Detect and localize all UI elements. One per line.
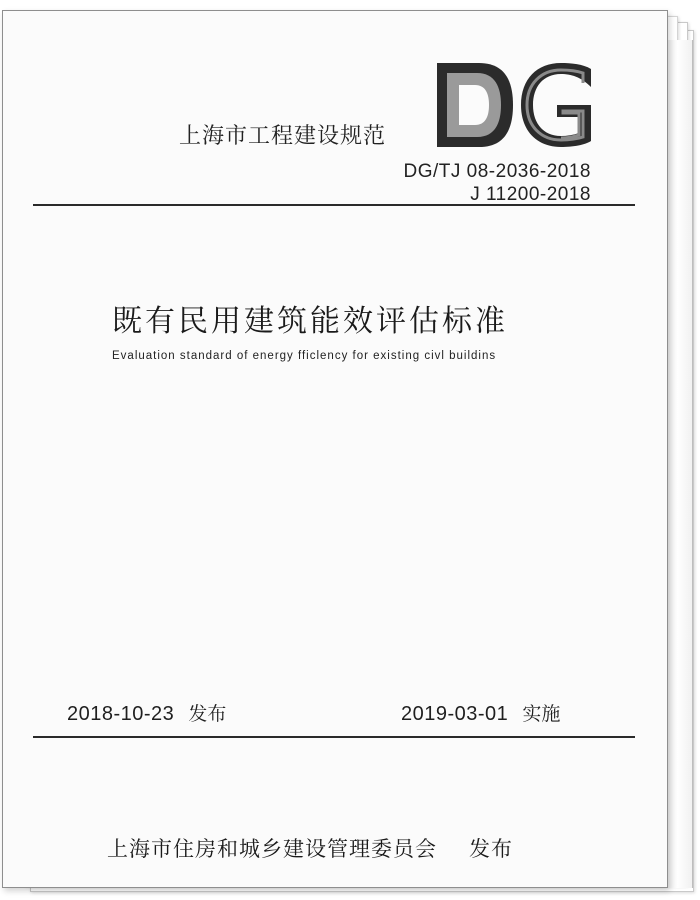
book-cover xyxy=(2,10,668,888)
page-edge xyxy=(668,40,693,888)
record-code: J 11200-2018 xyxy=(470,184,591,205)
title-english: Evaluation standard of energy fficlency for existing civl buildins xyxy=(112,350,497,362)
issue-date-line xyxy=(67,699,226,726)
issue-label: 发布 xyxy=(188,703,227,725)
dg-logo-icon xyxy=(433,59,595,151)
implement-date: 2019-03-01 xyxy=(401,703,509,725)
bottom-divider xyxy=(33,736,635,738)
issue-date: 2018-10-23 xyxy=(67,703,175,725)
publisher-label: 发布 xyxy=(469,837,513,861)
publisher-line xyxy=(107,833,513,863)
series-title: 上海市工程建设规范 xyxy=(179,124,387,149)
top-divider xyxy=(33,204,635,206)
title-chinese: 既有民用建筑能效评估标准 xyxy=(112,304,508,339)
implement-date-line xyxy=(401,699,560,726)
standard-code: DG/TJ 08-2036-2018 xyxy=(403,161,591,182)
implement-label: 实施 xyxy=(522,703,561,725)
publisher-name: 上海市住房和城乡建设管理委员会 xyxy=(107,837,437,861)
